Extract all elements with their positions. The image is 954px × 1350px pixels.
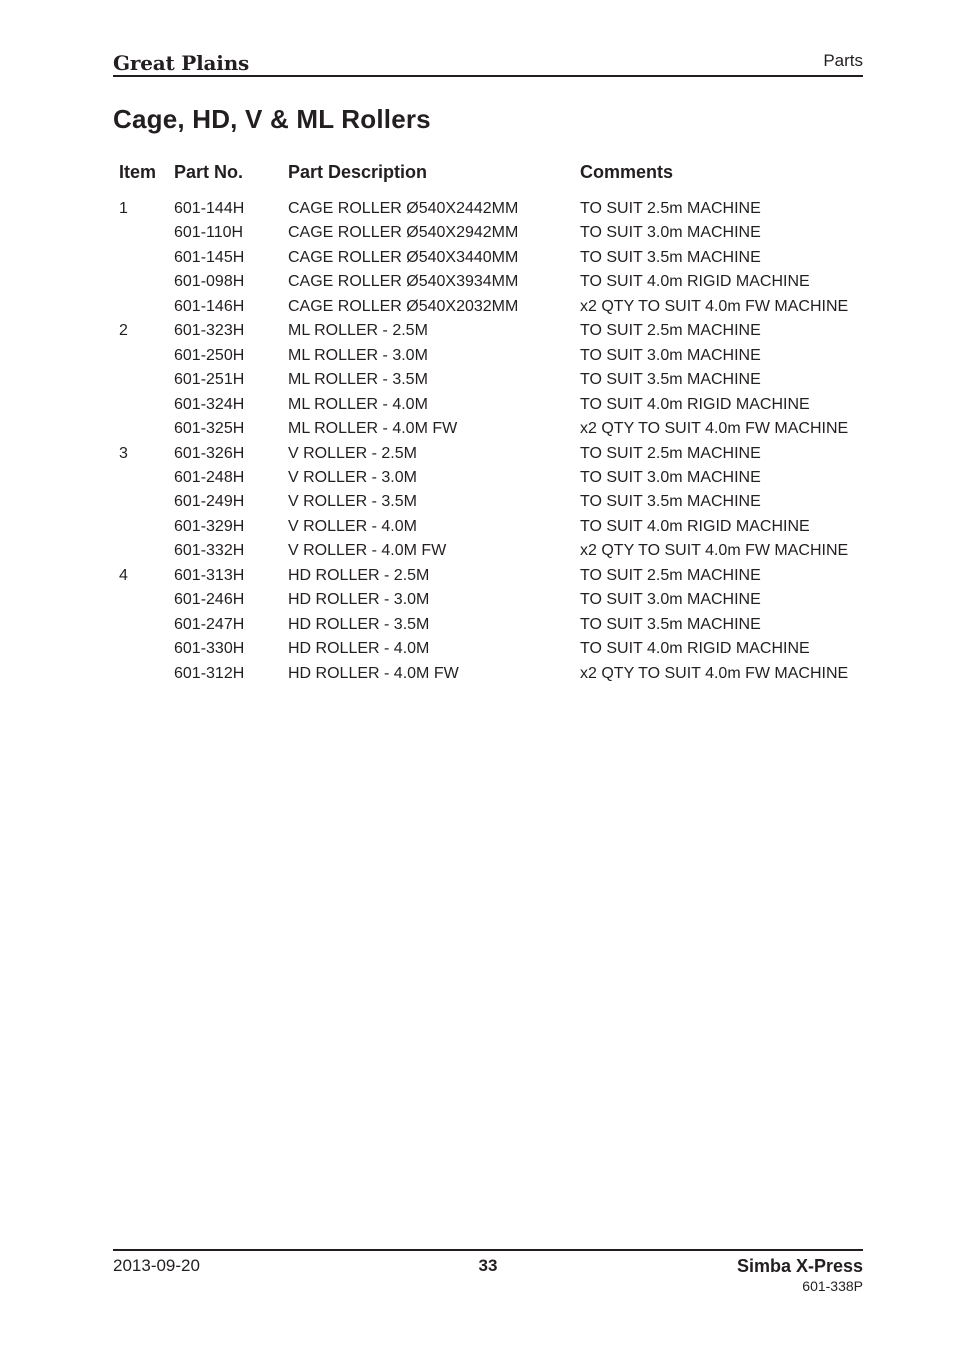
table-row — [0, 616, 954, 640]
cell-part-no: 601-145H — [174, 248, 245, 266]
cell-description: V ROLLER - 4.0M FW — [288, 542, 447, 560]
cell-part-no: 601-251H — [174, 371, 245, 389]
cell-part-no: 601-330H — [174, 640, 245, 658]
table-row — [0, 200, 954, 224]
footer-date: 2013-09-20 — [113, 1256, 200, 1275]
table-row — [0, 420, 954, 444]
cell-item: 1 — [119, 200, 128, 217]
brand-logo: Great Plains — [113, 51, 250, 75]
table-row — [0, 567, 954, 591]
table-row — [0, 249, 954, 273]
cell-description: ML ROLLER - 4.0M FW — [288, 420, 458, 438]
cell-description: ML ROLLER - 3.0M — [288, 346, 428, 364]
cell-comments: TO SUIT 2.5m MACHINE — [580, 444, 761, 462]
cell-description: CAGE ROLLER Ø540X2442MM — [288, 200, 519, 217]
cell-comments: TO SUIT 3.5m MACHINE — [580, 371, 761, 389]
table-row — [0, 591, 954, 615]
column-header-item: Item — [119, 162, 157, 182]
table-row — [0, 665, 954, 689]
cell-description: HD ROLLER - 3.5M — [288, 615, 430, 633]
cell-comments: TO SUIT 4.0m RIGID MACHINE — [580, 517, 810, 535]
document-number: 601-338P — [802, 1278, 863, 1294]
cell-part-no: 601-146H — [174, 297, 245, 315]
cell-description: V ROLLER - 4.0M — [288, 517, 417, 535]
table-row — [0, 371, 954, 395]
section-label: Parts — [823, 51, 863, 70]
table-row — [0, 445, 954, 469]
cell-part-no: 601-144H — [174, 200, 245, 217]
cell-part-no: 601-325H — [174, 420, 245, 438]
cell-part-no: 601-250H — [174, 346, 245, 364]
cell-comments: TO SUIT 3.0m MACHINE — [580, 468, 761, 486]
cell-description: V ROLLER - 3.5M — [288, 493, 417, 511]
cell-description: V ROLLER - 2.5M — [288, 444, 417, 462]
cell-item: 3 — [119, 444, 128, 462]
table-row — [0, 469, 954, 493]
table-row — [0, 273, 954, 297]
column-header-description: Part Description — [288, 162, 428, 182]
cell-description: ML ROLLER - 3.5M — [288, 371, 428, 389]
table-row — [0, 640, 954, 664]
cell-comments: x2 QTY TO SUIT 4.0m FW MACHINE — [580, 420, 849, 438]
cell-part-no: 601-248H — [174, 468, 245, 486]
cell-comments: TO SUIT 3.5m MACHINE — [580, 493, 761, 511]
cell-comments: x2 QTY TO SUIT 4.0m FW MACHINE — [580, 664, 849, 682]
product-name: Simba X-Press — [736, 1256, 863, 1276]
cell-comments: x2 QTY TO SUIT 4.0m FW MACHINE — [580, 542, 849, 560]
column-header-part-no: Part No. — [174, 162, 244, 182]
cell-description: HD ROLLER - 4.0M — [288, 640, 430, 658]
cell-comments: TO SUIT 4.0m RIGID MACHINE — [580, 395, 810, 413]
cell-part-no: 601-324H — [174, 395, 245, 413]
cell-part-no: 601-110H — [174, 224, 244, 242]
table-row — [0, 347, 954, 371]
cell-comments: TO SUIT 3.0m MACHINE — [580, 224, 761, 242]
cell-description: HD ROLLER - 4.0M FW — [288, 664, 459, 682]
cell-comments: TO SUIT 3.0m MACHINE — [580, 346, 761, 364]
cell-description: CAGE ROLLER Ø540X3440MM — [288, 248, 519, 266]
cell-comments: TO SUIT 4.0m RIGID MACHINE — [580, 640, 810, 658]
cell-comments: TO SUIT 2.5m MACHINE — [580, 200, 761, 217]
cell-comments: TO SUIT 4.0m RIGID MACHINE — [580, 273, 810, 291]
cell-part-no: 601-323H — [174, 322, 245, 340]
cell-description: ML ROLLER - 2.5M — [288, 322, 428, 340]
cell-description: HD ROLLER - 2.5M — [288, 566, 430, 584]
cell-part-no: 601-249H — [174, 493, 245, 511]
cell-part-no: 601-247H — [174, 615, 245, 633]
cell-part-no: 601-098H — [174, 273, 245, 291]
cell-description: CAGE ROLLER Ø540X3934MM — [288, 273, 519, 291]
cell-description: V ROLLER - 3.0M — [288, 468, 417, 486]
cell-part-no: 601-332H — [174, 542, 245, 560]
footer-divider — [113, 1249, 863, 1251]
cell-part-no: 601-326H — [174, 444, 245, 462]
page-title: Cage, HD, V & ML Rollers — [113, 104, 431, 134]
table-row — [0, 518, 954, 542]
table-row — [0, 298, 954, 322]
page-number: 33 — [478, 1256, 498, 1275]
cell-item: 4 — [119, 566, 128, 584]
cell-comments: TO SUIT 3.0m MACHINE — [580, 591, 761, 609]
cell-part-no: 601-246H — [174, 591, 245, 609]
cell-comments: TO SUIT 3.5m MACHINE — [580, 248, 761, 266]
table-row — [0, 396, 954, 420]
cell-comments: TO SUIT 2.5m MACHINE — [580, 566, 761, 584]
cell-item: 2 — [119, 322, 128, 340]
cell-description: CAGE ROLLER Ø540X2032MM — [288, 297, 519, 315]
column-header-comments: Comments — [580, 162, 674, 182]
table-row — [0, 542, 954, 566]
cell-description: CAGE ROLLER Ø540X2942MM — [288, 224, 519, 242]
table-row — [0, 493, 954, 517]
cell-part-no: 601-313H — [174, 566, 245, 584]
cell-description: ML ROLLER - 4.0M — [288, 395, 428, 413]
cell-description: HD ROLLER - 3.0M — [288, 591, 430, 609]
table-row — [0, 224, 954, 248]
cell-comments: TO SUIT 3.5m MACHINE — [580, 615, 761, 633]
cell-part-no: 601-312H — [174, 664, 245, 682]
cell-comments: TO SUIT 2.5m MACHINE — [580, 322, 761, 340]
page-header — [113, 48, 863, 77]
cell-part-no: 601-329H — [174, 517, 245, 535]
cell-comments: x2 QTY TO SUIT 4.0m FW MACHINE — [580, 297, 849, 315]
table-row — [0, 322, 954, 346]
